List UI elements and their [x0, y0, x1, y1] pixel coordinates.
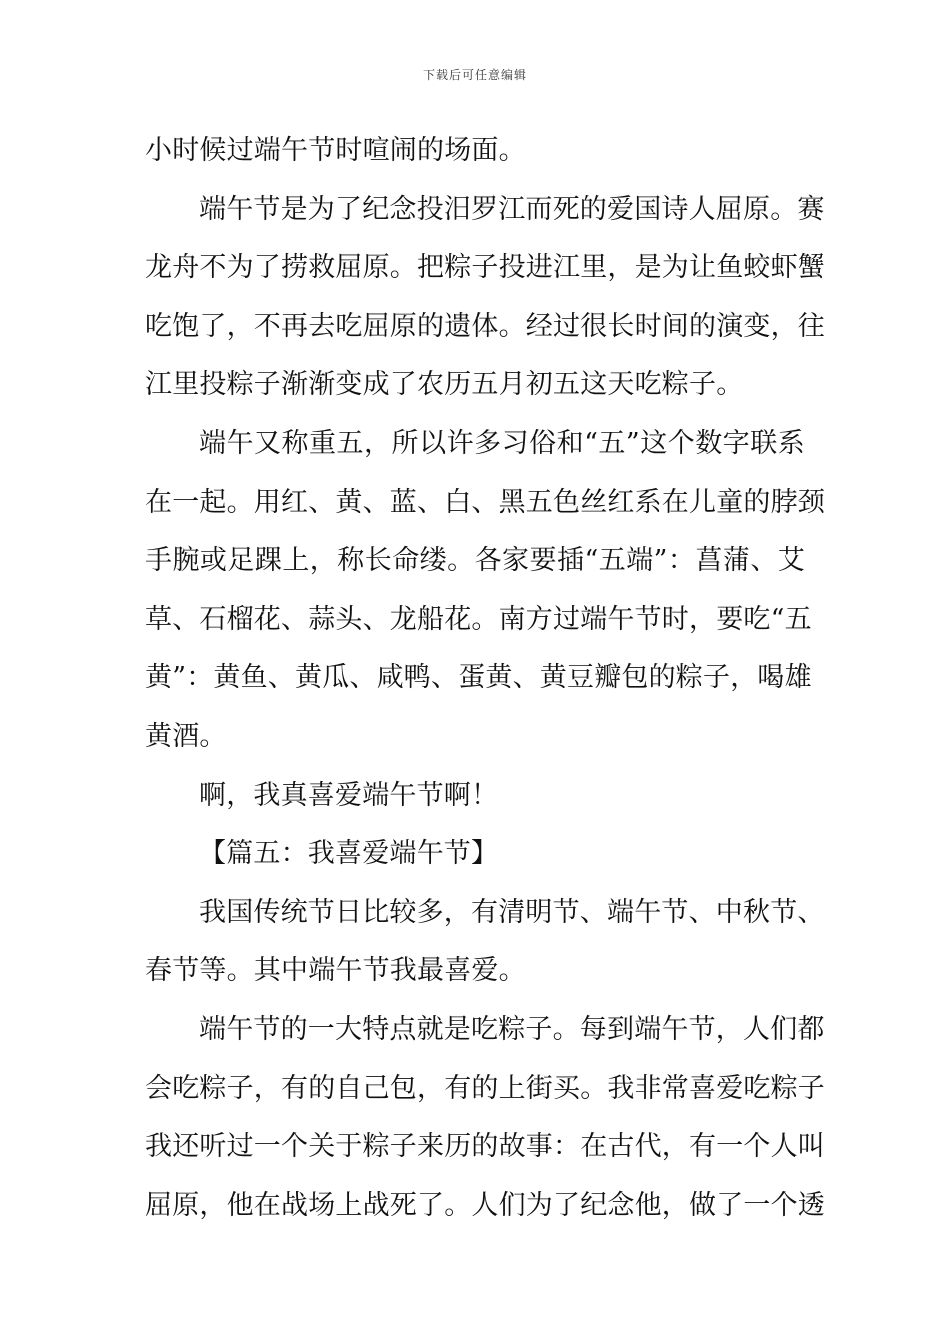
text-line: 黄”：黄鱼、黄瓜、咸鸭、蛋黄、黄豆瓣包的粽子，喝雄: [145, 662, 812, 694]
text-line: 屈原，他在战场上战死了。人们为了纪念他，做了一个透: [145, 1189, 825, 1221]
text-line: 龙舟不为了捞救屈原。把粽子投进江里，是为让鱼蛟虾蟹: [145, 252, 825, 284]
text-line: 我还听过一个关于粽子来历的故事：在古代，有一个人叫: [145, 1131, 825, 1163]
text-line: 吃饱了，不再去吃屈原的遗体。经过很长时间的演变，往: [145, 310, 825, 342]
text-line: 春节等。其中端午节我最喜爱。: [145, 955, 526, 987]
text-line: 我国传统节日比较多，有清明节、端午节、中秋节、: [199, 896, 825, 928]
text-line: 端午又称重五，所以许多习俗和“五”这个数字联系: [199, 427, 805, 459]
text-line: 小时候过端午节时喧闹的场面。: [145, 135, 526, 166]
body-text: [145, 128, 825, 1241]
text-line: 啊，我真喜爱端午节啊！: [199, 779, 499, 811]
text-line: 黄酒。: [145, 720, 227, 752]
text-line: 【篇五：我喜爱端午节】: [199, 838, 499, 870]
text-line: 草、石榴花、蒜头、龙船花。南方过端午节时，要吃“五: [145, 603, 812, 635]
text-line: 手腕或足踝上，称长命缕。各家要插“五端”：菖蒲、艾: [145, 545, 805, 577]
text-line: 端午节的一大特点就是吃粽子。每到端午节，人们都: [199, 1013, 825, 1045]
page-header: 下载后可任意编辑: [422, 68, 527, 82]
text-line: 江里投粽子渐渐变成了农历五月初五这天吃粽子。: [145, 369, 744, 401]
text-line: 端午节是为了纪念投汨罗江而死的爱国诗人屈原。赛: [199, 193, 825, 225]
text-line: 会吃粽子，有的自己包，有的上街买。我非常喜爱吃粽子: [145, 1072, 825, 1104]
text-line: 在一起。用红、黄、蓝、白、黑五色丝红系在儿童的脖颈: [145, 486, 825, 518]
